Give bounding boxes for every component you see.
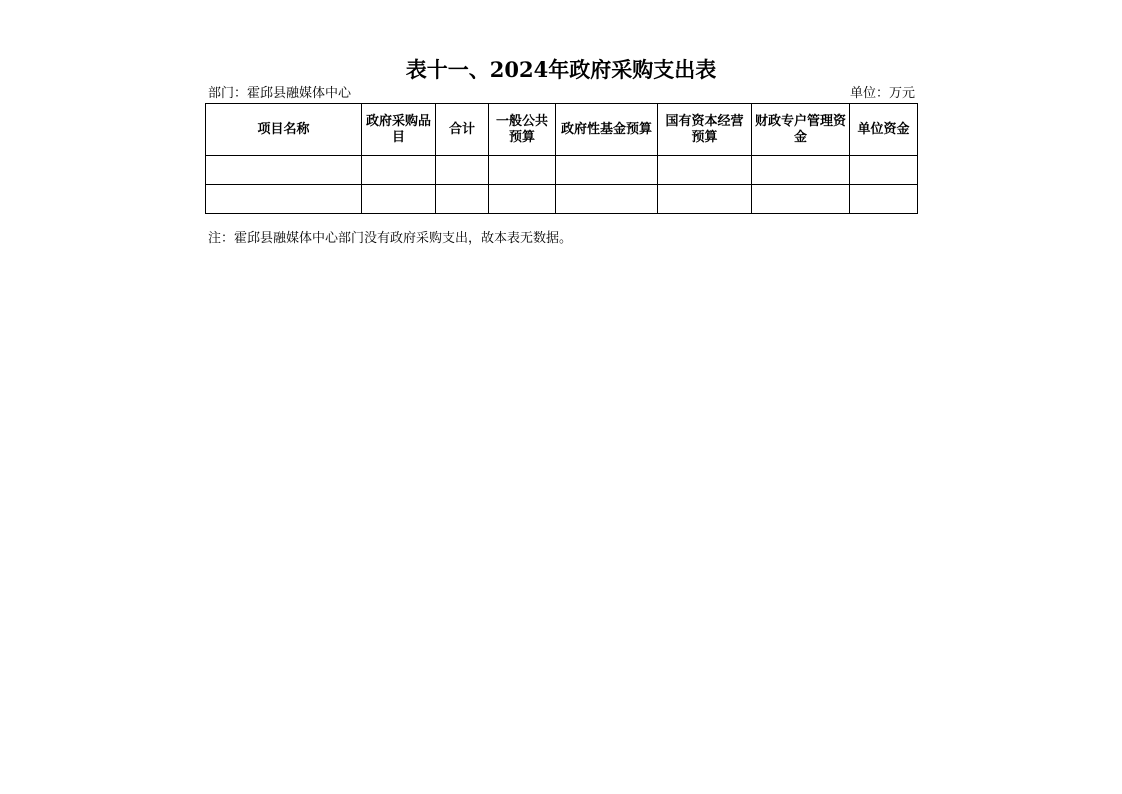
table-cell	[556, 156, 658, 185]
unit-label: 单位：万元	[849, 86, 915, 101]
page-title: 表十一、2024年政府采购支出表	[405, 57, 717, 82]
header-fund-budget: 政府性基金预算	[556, 104, 658, 156]
table-cell	[206, 185, 362, 214]
table-header-row	[206, 104, 918, 156]
footnote: 注：霍邱县融媒体中心部门没有政府采购支出，故本表无数据。	[208, 231, 573, 246]
table-cell	[362, 185, 436, 214]
table-cell	[489, 185, 556, 214]
table-cell	[752, 185, 850, 214]
table-cell	[206, 156, 362, 185]
table-cell	[362, 156, 436, 185]
header-state-capital-budget: 国有资本经营预算	[658, 104, 752, 156]
table-row	[206, 185, 918, 214]
table-cell	[850, 185, 918, 214]
table-cell	[436, 156, 489, 185]
header-total: 合计	[436, 104, 489, 156]
header-general-budget: 一般公共预算	[489, 104, 556, 156]
table-cell	[658, 156, 752, 185]
header-special-account-funds: 财政专户管理资金	[752, 104, 850, 156]
procurement-table	[205, 103, 918, 214]
table-cell	[489, 156, 556, 185]
header-unit-funds: 单位资金	[850, 104, 918, 156]
department-label: 部门：霍邱县融媒体中心	[208, 86, 352, 101]
table-cell	[436, 185, 489, 214]
table-cell	[556, 185, 658, 214]
header-project-name: 项目名称	[206, 104, 362, 156]
table-cell	[752, 156, 850, 185]
table-cell	[658, 185, 752, 214]
table-cell	[850, 156, 918, 185]
header-procurement-category: 政府采购品目	[362, 104, 436, 156]
table-row	[206, 156, 918, 185]
